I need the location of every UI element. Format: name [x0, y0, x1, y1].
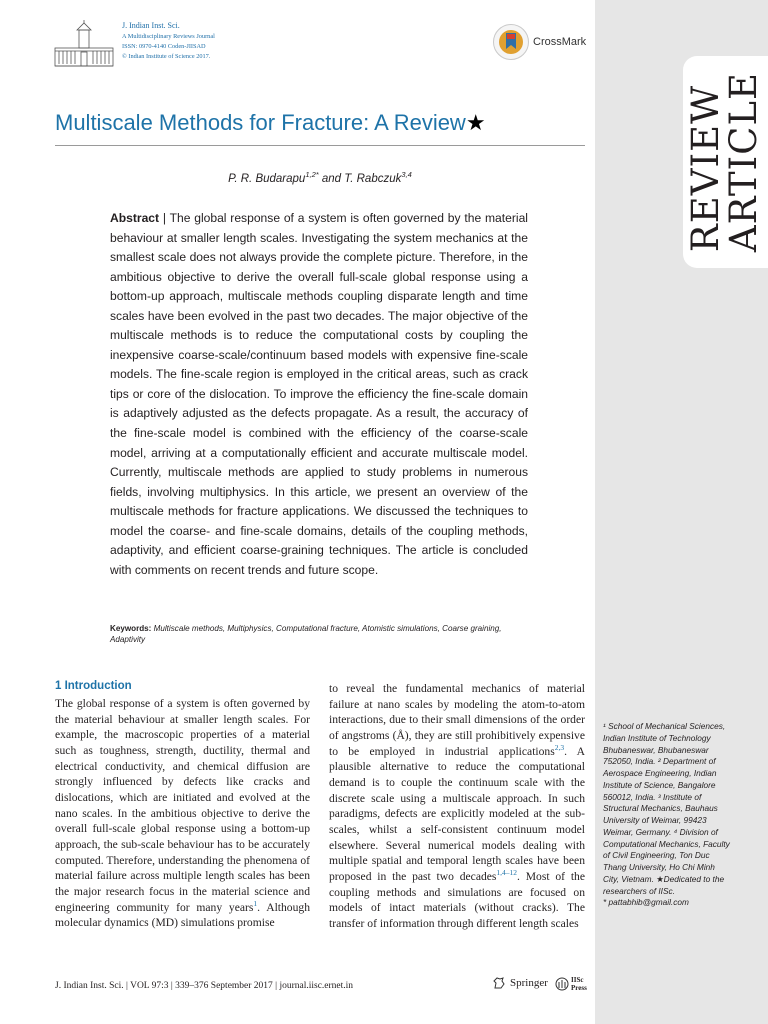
iisc-press-logo — [555, 976, 587, 992]
body-column-right — [329, 681, 585, 932]
title-divider — [55, 145, 585, 146]
tab-line-article: ARTICLE — [722, 71, 766, 253]
keywords-text: Multiscale methods, Multiphysics, Computational fracture, Atomistic simulations, Coarse graining, Adaptivity — [110, 624, 502, 644]
springer-logo — [492, 976, 548, 990]
citation-link[interactable]: 2,3 — [554, 742, 565, 752]
tab-line-review: REVIEW — [684, 84, 728, 253]
journal-copyright: © Indian Institute of Science 2017. — [122, 53, 211, 60]
author-separator: and — [318, 172, 345, 185]
body-text: to reveal the fundamental mechanics of material failure at nano scales by modeling the atom-to-atom interactions, due to their small dimensions of the order of angstroms (Å), they are still prohibitively expensive to be employed in industrial applications — [329, 682, 585, 758]
affiliations-text: ¹ School of Mechanical Sciences, Indian Institute of Technology Bhubaneswar, Bhubaneswar 752050, India. ² Department of Aerospace Engineering, Indian Institute of Science, Bangalore 560012, India. ³ Institute of Structural Mechanics, Bauhaus University of Weimar, 99423 Weimar, Germany. ⁴ Division of Computational Mechanics, Faculty of Civil Engineering, Ton Duc Thang University, Ho Chi Minh City, Vietnam. — [603, 721, 730, 884]
iisc-building-logo — [53, 20, 115, 70]
journal-issn: ISSN: 0970-4140 Coden-JIISAD — [122, 43, 206, 50]
crossmark-label: CrossMark — [533, 36, 587, 48]
crossmark-badge[interactable] — [493, 24, 586, 60]
crossmark-icon — [493, 24, 529, 60]
author-name: P. R. Budarapu — [228, 172, 306, 185]
title-star-mark: ★ — [465, 110, 486, 135]
affiliations-note — [603, 721, 733, 909]
press-label: Press — [571, 984, 587, 992]
author-affiliation-sup: 3,4 — [401, 170, 412, 179]
journal-meta — [122, 20, 215, 62]
citation-link[interactable]: 1,4–12 — [496, 868, 518, 878]
springer-horse-icon — [492, 976, 506, 990]
abstract-separator: | — [159, 211, 170, 225]
dedication-star-mark: ★ — [656, 873, 664, 884]
journal-name: J. Indian Inst. Sci. — [122, 21, 180, 30]
body-text: The global response of a system is often governed by the material behaviour at smaller length scales. For example, the macroscopic properties of a material such as toughness, strength, ductility, thermal and electrical conductivity, and chemical diffusion are strongly influenced by defects like cracks and dislocations, which are initiated and evolved at the nano scales. In the ambitious objective to derive the overall full-scale global response using a bottom-up approach, the sub-scale behaviour has to be accurately computed. Therefore, understanding the phenomena of material failure across multiple length scales has been the major research focus in the material science and engineering community for many years — [55, 697, 310, 914]
title-text: Multiscale Methods for Fracture: A Review — [55, 110, 466, 135]
journal-tagline: A Multidisciplinary Reviews Journal — [122, 33, 215, 40]
body-text: . Although molecular dynamics (MD) simulations promise — [55, 900, 310, 930]
citation-link[interactable]: 1 — [253, 898, 258, 908]
dedication-text: Dedicated to the researchers of IISc. — [603, 873, 725, 896]
body-column-left — [55, 696, 310, 931]
author-name: T. Rabczuk — [344, 172, 402, 185]
author-affiliation-sup: 1,2* — [305, 170, 319, 179]
iisc-label: IISc — [571, 976, 584, 984]
keywords-label: Keywords: — [110, 624, 152, 633]
abstract-label: Abstract — [110, 211, 160, 225]
abstract — [110, 209, 528, 580]
abstract-text: The global response of a system is often governed by the material behaviour at smaller length scales. Investigating the system mechanics at the smallest scale does not always provide the complete picture. Therefore, in the ambitious objective to derive the overall full-scale global response using a bottom-up approach, multiscale methods coupling disparate length and time scales have been evolved in the past two decades. The major objective of the multiscale methods is to reduce the computational costs by coupling the inexpensive coarse-scale/continuum based models with expensive fine-scale models. The fine-scale region is employed in the critical areas, such as crack tips or core of the dislocation. To improve the efficiency the fine-scale domain is adaptively adjusted as the defects propagate. As a result, the accuracy of the fine-scale model is combined with the efficiency of the coarse-scale model, arriving at a computationally efficient and accurate multiscale model. Currently, multiscale methods are applied to study problems in numerous fields, involving multiphysics. In this article, we present an overview of the multiscale methods for fracture applications. We discussed the techniques to model the coarse- and fine-scale domains, details of the coupling methods, adaptivity, and efficient coarse-graining techniques. The article is concluded with comments on recent trends and future scope. — [110, 211, 528, 577]
author-list — [55, 170, 585, 185]
springer-label: Springer — [510, 977, 548, 989]
footer-citation: J. Indian Inst. Sci. | VOL 97:3 | 339–376 September 2017 | journal.iisc.ernet.in — [55, 981, 354, 991]
iisc-press-icon — [555, 977, 569, 991]
corresponding-email[interactable]: * pattabhib@gmail.com — [603, 897, 689, 908]
section-heading-introduction: 1 Introduction — [55, 680, 132, 692]
review-article-label — [683, 56, 768, 268]
body-text: . Most of the coupling methods and simulations are focused on models of intact materials (without cracks). The transfer of information through different length scales — [329, 869, 585, 930]
keywords — [110, 623, 528, 645]
article-title — [55, 110, 595, 136]
body-text: . A plausible alternative to reduce the computational demand is to couple the continuum scale with the discrete scale using a multiscale approach. In such paradigms, defects are explicitly modeled at the sub-scales, whilst a self-consistent continuum model elsewhere. Several numerical models dealing with multiple spatial and temporal length scales have been proposed in the past two decades — [329, 744, 586, 883]
